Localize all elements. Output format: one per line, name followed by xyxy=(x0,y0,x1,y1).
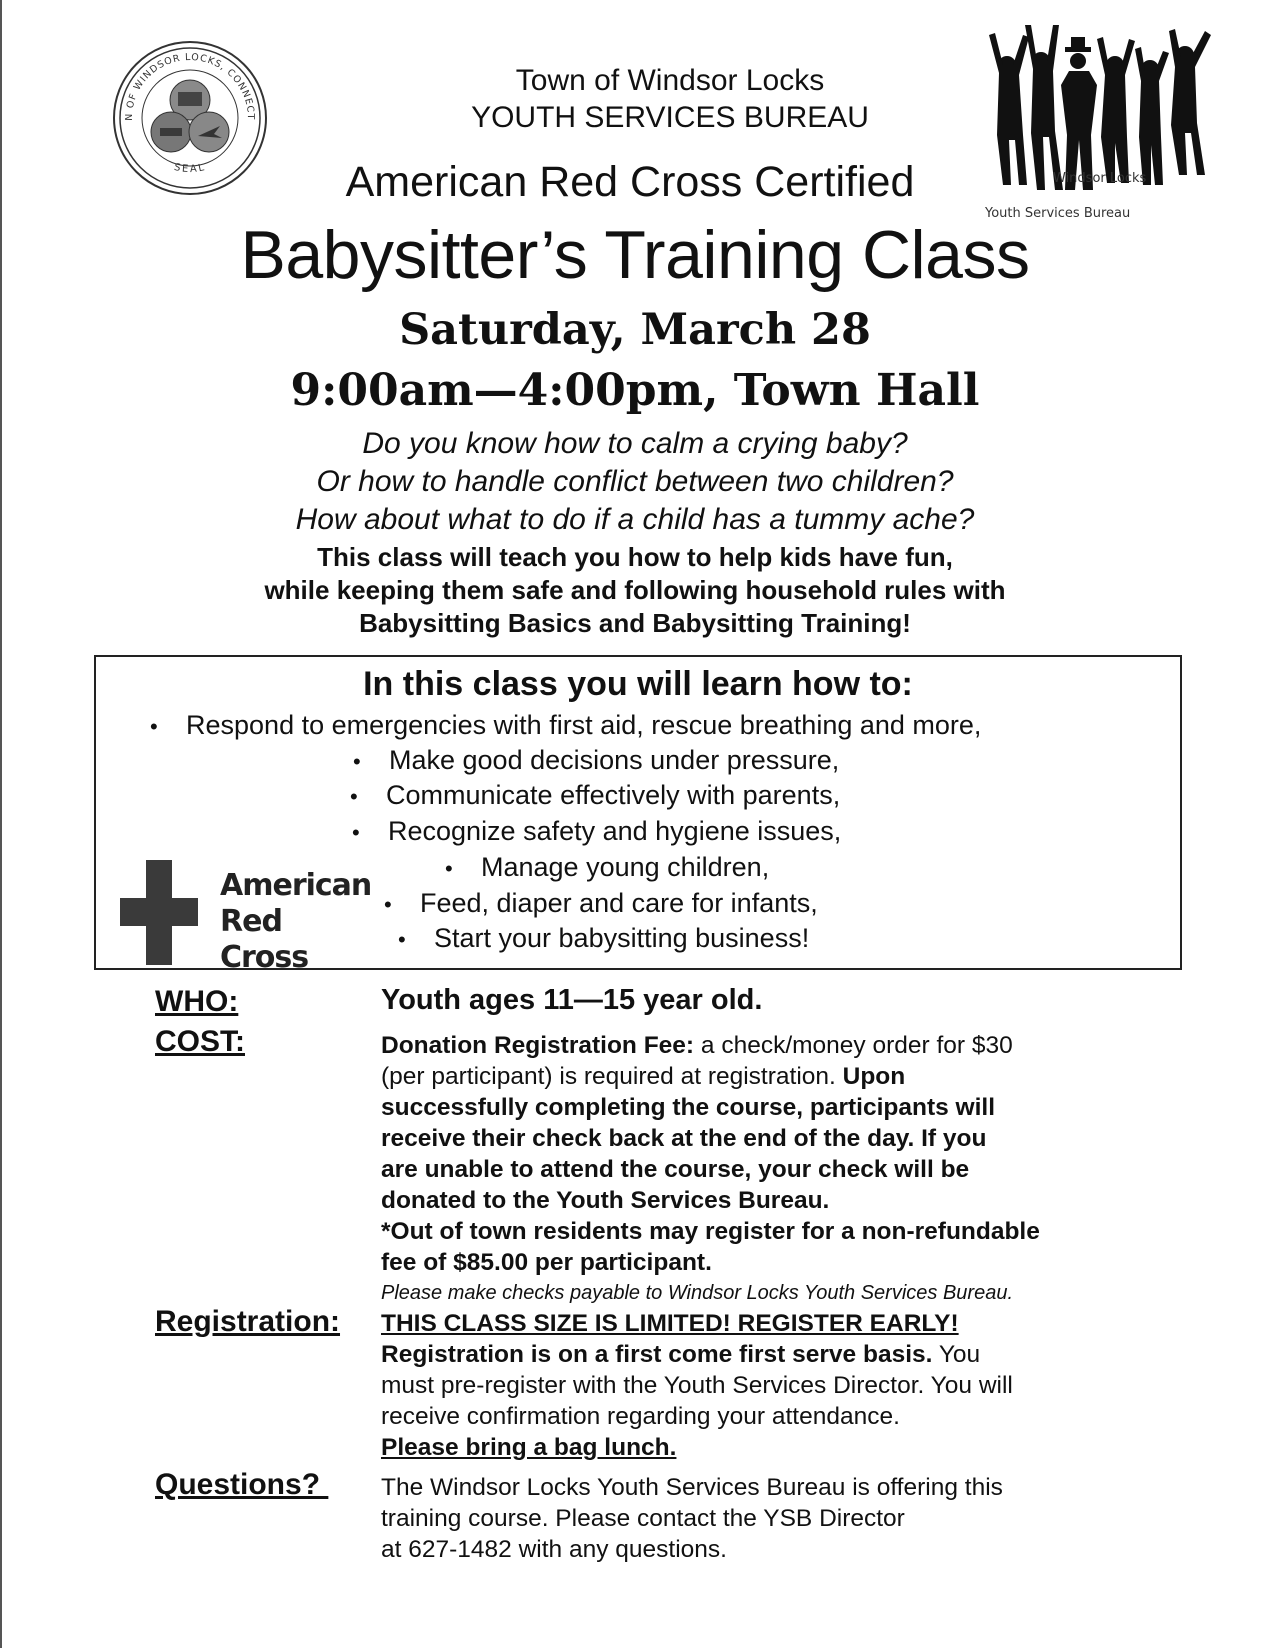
cost-bold-start: Upon xyxy=(842,1063,906,1090)
bullet-icon: • xyxy=(384,892,392,917)
registration-headline: THIS CLASS SIZE IS LIMITED! REGISTER EARLY! xyxy=(381,1310,959,1337)
question-line: How about what to do if a child has a tummy ache? xyxy=(295,503,975,536)
questions-details xyxy=(381,1472,1121,1565)
bullet-icon: • xyxy=(353,749,361,774)
intro-line: This class will teach you how to help kids have fun, xyxy=(317,542,953,572)
intro-line: while keeping them safe and following household rules with xyxy=(264,575,1006,605)
fee-label: Donation Registration Fee: xyxy=(381,1032,695,1059)
registration-line: receive confirmation regarding your attendance. xyxy=(381,1403,900,1430)
who-text: Youth ages 11—15 year old. xyxy=(381,984,763,1016)
bag-lunch-note: Please bring a bag lunch. xyxy=(381,1434,677,1461)
cost-bold-line: successfully completing the course, participants will xyxy=(381,1094,996,1121)
learn-item: • Feed, diaper and care for infants, xyxy=(384,888,818,918)
page-title: Babysitter’s Training Class xyxy=(240,217,1030,293)
questions-line: training course. Please contact the YSB Director xyxy=(381,1505,905,1532)
logo-line-1: Windsor Locks xyxy=(1053,171,1147,186)
fee-text: a check/money order for $30 xyxy=(694,1032,1013,1059)
questions-line: The Windsor Locks Youth Services Bureau is offering this xyxy=(381,1474,1003,1501)
class-intro xyxy=(150,541,1120,640)
svg-text:TOWN OF WINDSOR LOCKS, CONNECT: N OF WINDSOR LOCKS, CONNECT xyxy=(123,51,257,121)
learn-item: • Communicate effectively with parents, xyxy=(350,780,841,810)
learn-item: • Respond to emergencies with first aid, rescue breathing and more, xyxy=(150,710,982,740)
cost-details xyxy=(381,1030,1121,1309)
red-cross-logo xyxy=(120,860,372,975)
bullet-icon: • xyxy=(352,820,360,845)
cost-line-2: (per participant) is required at registration. xyxy=(381,1063,843,1090)
cost-bold-line: fee of $85.00 per participant. xyxy=(381,1249,712,1276)
learn-item: • Make good decisions under pressure, xyxy=(353,745,840,775)
learn-item: • Recognize safety and hygiene issues, xyxy=(352,816,842,846)
registration-label: Registration: xyxy=(155,1305,341,1338)
learn-heading: In this class you will learn how to: xyxy=(363,665,913,703)
youth-services-logo xyxy=(985,25,1215,235)
question-line: Or how to handle conflict between two children? xyxy=(316,465,954,498)
certification-line: American Red Cross Certified xyxy=(345,158,915,206)
town-header xyxy=(440,62,900,136)
bullet-icon: • xyxy=(445,856,453,881)
bullet-icon: • xyxy=(350,784,358,809)
cost-bold-line: receive their check back at the end of the day. If you xyxy=(381,1125,987,1152)
learn-item: • Manage young children, xyxy=(445,852,770,882)
question-line: Do you know how to calm a crying baby? xyxy=(362,427,908,460)
checks-payable-note: Please make checks payable to Windsor Locks Youth Services Bureau. xyxy=(381,1282,1014,1304)
cross-icon xyxy=(120,860,200,965)
registration-details: THIS CLASS SIZE IS LIMITED! REGISTER EARLY! Registration is on a first come first serve basis. You must pre-register with the Youth Services Director. You will receive confirmation regarding your attendance. Please bring a bag lunch. xyxy=(381,1308,1121,1463)
intro-line: Babysitting Basics and Babysitting Training! xyxy=(359,608,911,638)
bureau-name: YOUTH SERVICES BUREAU xyxy=(471,101,869,134)
intro-questions xyxy=(150,425,1120,539)
cost-label: COST: xyxy=(155,1025,245,1058)
event-date: Saturday, March 28 xyxy=(399,305,871,355)
town-seal-logo xyxy=(110,38,270,198)
learn-item: • Start your babysitting business! xyxy=(398,923,810,953)
questions-label: Questions? xyxy=(155,1468,329,1501)
registration-line: must pre-register with the Youth Services Director. You will xyxy=(381,1372,1013,1399)
event-time-place: 9:00am—4:00pm, Town Hall xyxy=(290,365,980,416)
red-cross-logo-line2: Red Cross xyxy=(220,904,309,975)
logo-line-2: Youth Services Bureau xyxy=(985,206,1131,221)
bullet-icon: • xyxy=(398,927,406,952)
who-label: WHO: xyxy=(155,985,239,1018)
cost-bold-line: are unable to attend the course, your check will be xyxy=(381,1156,970,1183)
red-cross-logo-line1: American xyxy=(220,868,372,903)
town-name: Town of Windsor Locks xyxy=(515,64,825,97)
cost-bold-line: *Out of town residents may register for a non-refundable xyxy=(381,1218,1040,1245)
cost-bold-line: donated to the Youth Services Bureau. xyxy=(381,1187,830,1214)
registration-bold-text: Registration is on a first come first serve basis. xyxy=(381,1341,933,1368)
bullet-icon: • xyxy=(150,714,158,739)
svg-text:SEAL: SEAL xyxy=(172,161,208,176)
questions-line: at 627-1482 with any questions. xyxy=(381,1536,727,1563)
